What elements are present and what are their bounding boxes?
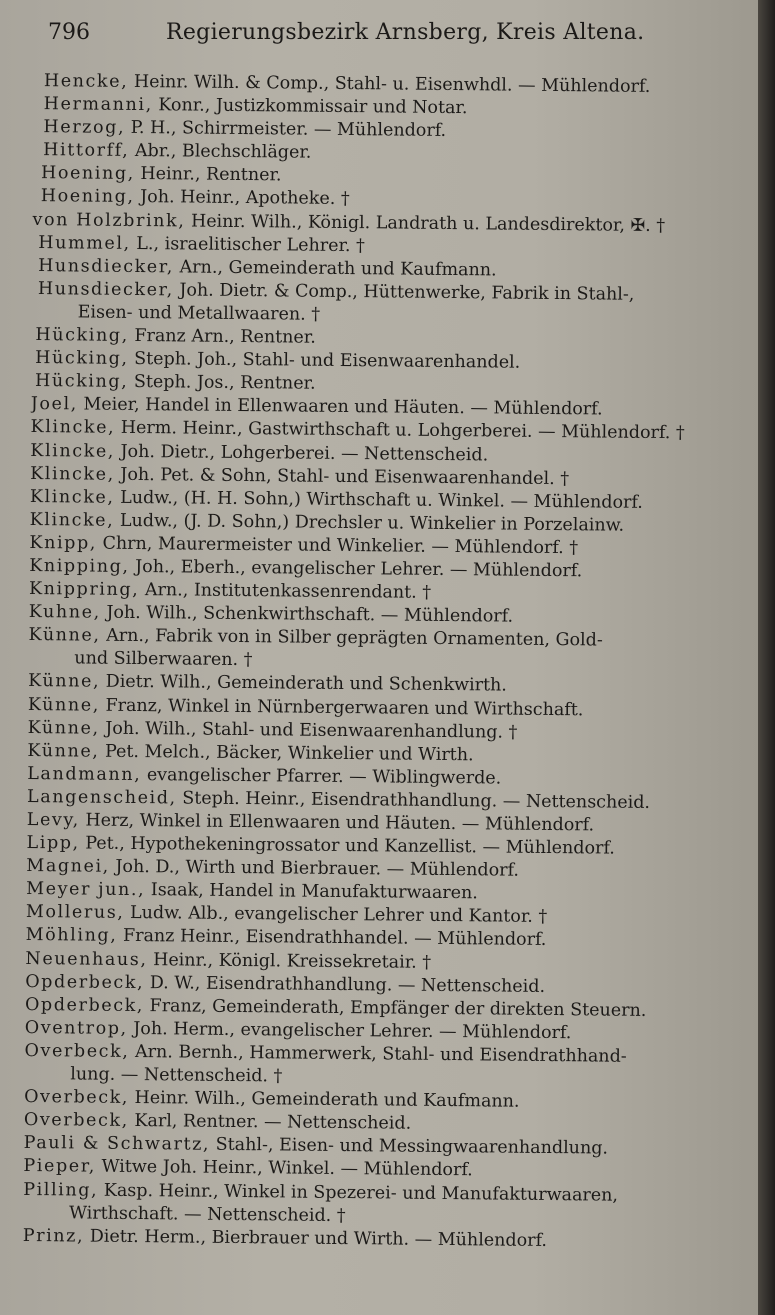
entry-name: Hücking, — [34, 371, 129, 393]
entry-text: Herm. Heinr., Gastwirthschaft u. Lohgerberei. — Mühlendorf. † — [115, 418, 685, 444]
entry-text: Stahl-, Eisen- und Messingwaarenhandlung. — [210, 1135, 609, 1159]
entry-text: Chrn, Maurermeister und Winkelier. — Mühlendorf. † — [96, 533, 579, 559]
entry-name: Knipp, — [29, 532, 98, 554]
entry-name: Knipping, — [29, 555, 130, 577]
page-header — [48, 20, 728, 56]
entry-text: Ludw., (H. H. Sohn,) Wirthschaft u. Winkel. — Mühlendorf. — [114, 487, 643, 513]
entry-name: Pilling, — [23, 1179, 99, 1201]
entry-name: von Holzbrink, — [32, 209, 186, 232]
entry-text: Dietr. Wilh., Gemeinderath und Schenkwirth. — [100, 672, 508, 697]
entry-text: Heinr., Königl. Kreissekretair. † — [147, 949, 432, 973]
entry-name: Hittorff, — [43, 140, 130, 162]
entry-name: Hencke, — [43, 71, 129, 92]
entry-name: Hoening, — [40, 186, 135, 208]
entry-name: Landmann, — [27, 763, 142, 785]
entry-text: Steph. Jos., Rentner. — [128, 372, 316, 394]
entry-name: Künne, — [27, 717, 100, 739]
entry-text: Konr., Justizkommissair und Notar. — [152, 95, 468, 119]
entry-name: Hunsdiecker, — [37, 278, 174, 301]
entry-text: Arn., Fabrik von in Silber geprägten Ornamenten, Gold- — [100, 625, 603, 651]
entry-text: Arn., Gemeinderath und Kaufmann. — [173, 257, 497, 281]
entry-name: Joel, — [30, 394, 78, 415]
page-number: 796 — [48, 20, 90, 45]
entry-name: Klincke, — [29, 486, 115, 508]
entry-name: Hummel, — [38, 232, 131, 254]
entry-name: Prinz, — [22, 1225, 85, 1247]
entry-name: Hücking, — [35, 348, 129, 370]
entry-text: Witwe Joh. Heinr., Winkel. — Mühlendorf. — [95, 1157, 473, 1181]
entry-text: Ludw., (J. D. Sohn,) Drechsler u. Winkelier in Porzelainw. — [114, 510, 625, 536]
entry-name: Neuenhaus, — [25, 948, 148, 970]
entry-text: Arn., Institutenkassenrendant. † — [139, 580, 432, 603]
entry-text: Franz Heinr., Eisendrathhandel. — Mühlendorf. — [117, 926, 547, 951]
entry-text: evangelischer Pfarrer. — Wiblingwerde. — [141, 764, 502, 789]
entry-name: Lipp, — [26, 833, 80, 854]
entry-text: Abr., Blechschläger. — [129, 141, 312, 163]
entry-name: Knippring, — [28, 579, 140, 601]
entry-text: Karl, Rentner. — Nettenscheid. — [128, 1111, 412, 1134]
entry-text: Dietr. Herm., Bierbrauer und Wirth. — Mühlendorf. — [84, 1226, 548, 1251]
running-head: Regierungsbezirk Arnsberg, Kreis Altena. — [166, 20, 645, 45]
entry-name: Hoening, — [40, 163, 135, 185]
entry-name: Overbeck, — [24, 1040, 130, 1062]
entry-text: Heinr., Rentner. — [134, 164, 282, 186]
entry-name: Klincke, — [30, 463, 115, 485]
entry-text: Ludw. Alb., evangelischer Lehrer und Kantor. † — [124, 903, 548, 928]
entry-name: Opderbeck, — [24, 994, 145, 1016]
entry-name: Herzog, — [43, 117, 126, 139]
entry-continuation: Eisen- und Metallwaaren. † — [77, 302, 321, 325]
entry-text: Arn. Bernh., Hammerwerk, Stahl- und Eisendrathhand- — [129, 1041, 627, 1067]
entry-text: Franz, Winkel in Nürnbergerwaaren und Wirthschaft. — [99, 695, 584, 720]
book-binding-edge — [758, 0, 775, 1315]
entry-continuation: und Silberwaaren. † — [74, 648, 253, 671]
entry-text: Pet., Hypothekeningrossator und Kanzellist. — Mühlendorf. — [79, 833, 615, 859]
entry-text: Joh. Wilh., Stahl- und Eisenwaarenhandlung. † — [99, 718, 518, 743]
entry-name: Klincke, — [29, 509, 115, 531]
entry-name: Kuhne, — [28, 602, 101, 623]
entry-name: Künne, — [27, 694, 101, 716]
entry-text: Joh. D., Wirth und Bierbrauer. — Mühlendorf. — [109, 856, 520, 881]
entry-name: Künne, — [27, 740, 100, 762]
entry-name: Hücking, — [35, 325, 129, 346]
entry-text: Joh. Pet. & Sohn, Stahl- und Eisenwaarenhandel. † — [114, 464, 570, 489]
entry-text: Joh., Eberh., evangelischer Lehrer. — Mühlendorf. — [129, 556, 583, 582]
entry-text: Meier, Handel in Ellenwaaren und Häuten. — Mühlendorf. — [77, 394, 603, 420]
entry-text: Franz Arn., Rentner. — [128, 325, 316, 348]
entry-text: Steph. Heinr., Eisendrathhandlung. — Nettenscheid. — [176, 788, 651, 813]
entry-text: Joh. Wilh., Schenkwirthschaft. — Mühlendorf. — [100, 602, 514, 627]
entry-text: Steph. Joh., Stahl- und Eisenwaarenhandel. — [128, 349, 521, 373]
entry-name: Hermanni, — [43, 94, 153, 116]
entry-text: Isaak, Handel in Manufakturwaaren. — [145, 880, 479, 904]
entry-name: Meyer jun., — [26, 879, 146, 901]
entry-text: Herz, Winkel in Ellenwaaren und Häuten. — Mühlendorf. — [79, 810, 595, 836]
entry-name: Levy, — [26, 809, 80, 831]
entry-name: Künne, — [28, 625, 101, 646]
entry-text: Pet. Melch., Bäcker, Winkelier und Wirth. — [99, 741, 474, 765]
entry-text: Heinr. Wilh. & Comp., Stahl- u. Eisenwhdl. — Mühlendorf. — [128, 71, 651, 97]
entry-text: Joh. Dietr., Lohgerberei. — Nettenscheid. — [114, 441, 489, 465]
entry-name: Hunsdiecker, — [38, 255, 175, 278]
entry-text: Joh. Herm., evangelischer Lehrer. — Mühlendorf. — [127, 1018, 572, 1044]
entry-name: Opderbeck, — [25, 971, 145, 993]
entry-name: Künne, — [28, 671, 101, 693]
entry-text: Joh. Heinr., Apotheke. † — [134, 187, 350, 210]
entry-name: Langenscheid, — [26, 786, 177, 809]
entry-continuation: lung. — Nettenscheid. † — [70, 1064, 283, 1087]
entry-continuation: Wirthschaft. — Nettenscheid. † — [68, 1202, 346, 1226]
entry-text: Heinr. Wilh., Königl. Landrath u. Landesdirektor, ✠. † — [185, 211, 666, 236]
entry-name: Klincke, — [30, 417, 116, 439]
entry-text: Kasp. Heinr., Winkel in Spezerei- und Manufakturwaaren, — [98, 1180, 619, 1206]
entry-text: P. H., Schirrmeister. — Mühlendorf. — [125, 118, 447, 142]
entry-name: Pieper, — [23, 1156, 97, 1178]
entry-text: L., israelitischer Lehrer. † — [130, 233, 365, 256]
entry-name: Overbeck, — [24, 1087, 130, 1109]
entry-text: Heinr. Wilh., Gemeinderath und Kaufmann. — [128, 1088, 520, 1112]
entry-name: Möhling, — [25, 925, 118, 947]
entry-name: Magnei, — [26, 856, 110, 877]
entry-name: Klincke, — [30, 440, 116, 462]
entry-name: Mollerus, — [25, 902, 125, 924]
entry-name: Oventrop, — [24, 1017, 128, 1039]
directory-list — [23, 70, 724, 1254]
entry-name: Overbeck, — [23, 1110, 129, 1132]
entry-text: Franz, Gemeinderath, Empfänger der direkten Steuern. — [143, 995, 647, 1021]
entry-name: Pauli & Schwartz, — [23, 1133, 211, 1156]
entry-text: Joh. Dietr. & Comp., Hüttenwerke, Fabrik in Stahl-, — [173, 280, 635, 305]
entry-text: D. W., Eisendrathhandlung. — Nettenscheid. — [144, 972, 546, 997]
